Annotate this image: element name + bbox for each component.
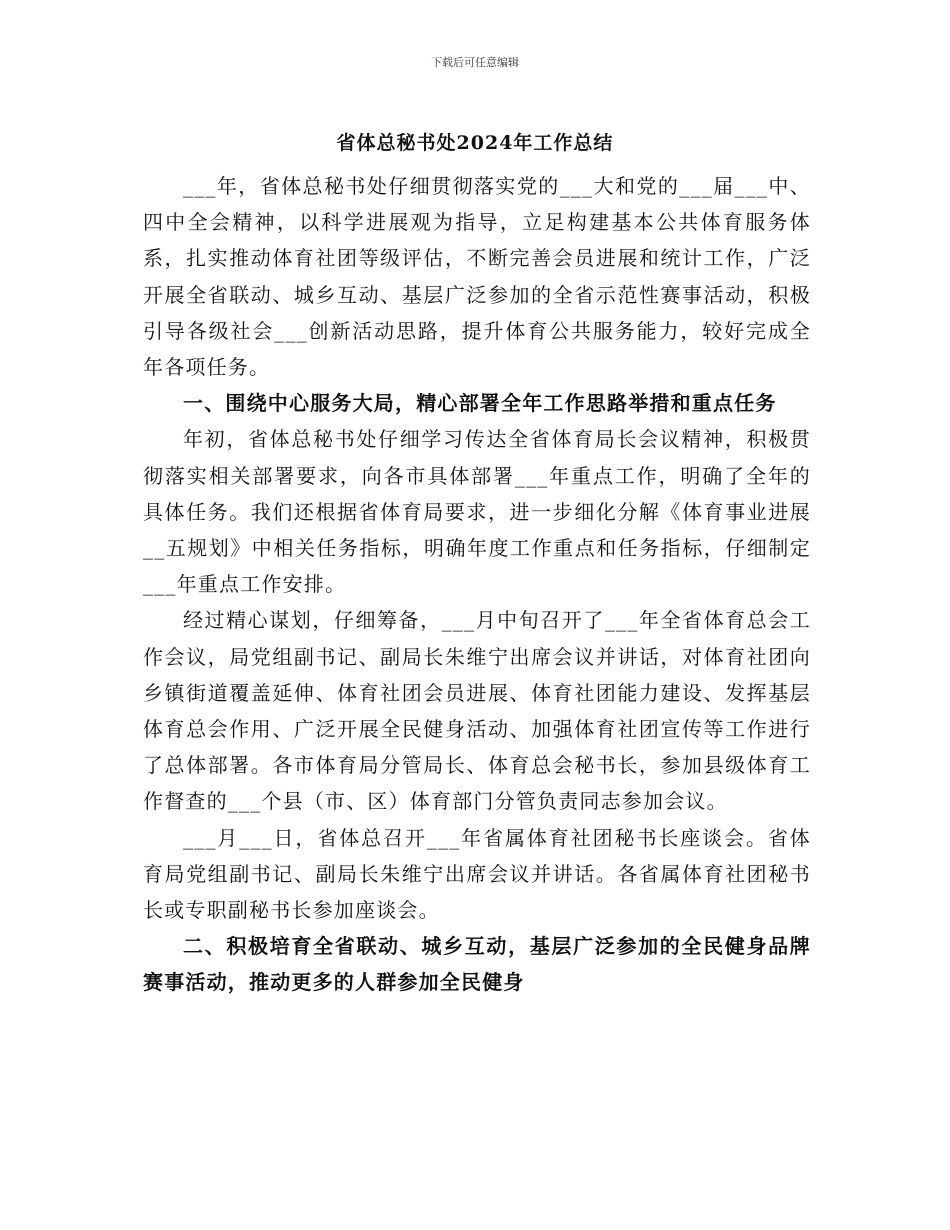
- section-heading-1: 一、围绕中心服务大局，精心部署全年工作思路举措和重点任务: [183, 391, 777, 416]
- paragraph-section1-a: 年初，省体总秘书处仔细学习传达全省体育局长会议精神，积极贯彻落实相关部署要求，向各市具体部署___年重点工作，明确了全年的具体任务。我们还根据省体育局要求，进一步细化分解《体育事业进展__五规划》中相关任务指标，明确年度工作重点和任务指标，仔细制定___年重点工作安排。: [143, 427, 811, 597]
- paragraph-section1-b: 经过精心谋划，仔细筹备，___月中旬召开了___年全省体育总会工作会议，局党组副书记、副局长朱维宁出席会议并讲话，对体育社团向乡镇街道覆盖延伸、体育社团会员进展、体育社团能力建设、发挥基层体育总会作用、广泛开展全民健身活动、加强体育社团宣传等工作进行了总体部署。各市体育局分管局长、体育总会秘书长，参加县级体育工作督查的___个县（市、区）体育部门分管负责同志参加会议。: [143, 608, 811, 814]
- header-note: 下载后可任意编辑: [431, 56, 519, 69]
- paragraph-intro: ___年，省体总秘书处仔细贯彻落实党的___大和党的___届___中、四中全会精神，以科学进展观为指导，立足构建基本公共体育服务体系，扎实推动体育社团等级评估，不断完善会员进展和统计工作，广泛开展全省联动、城乡互动、基层广泛参加的全省示范性赛事活动，积极引导各级社会___创新活动思路，提升体育公共服务能力，较好完成全年各项任务。: [143, 174, 811, 380]
- paragraph-section1-c: ___月___日，省体总召开___年省属体育社团秘书长座谈会。省体育局党组副书记、副局长朱维宁出席会议并讲话。各省属体育社团秘书长或专职副秘书长参加座谈会。: [143, 825, 811, 923]
- section-heading-2: 二、积极培育全省联动、城乡互动，基层广泛参加的全民健身品牌赛事活动，推动更多的人群参加全民健身: [143, 934, 811, 995]
- document-title: 省体总秘书处2024年工作总结: [336, 132, 614, 154]
- document-body: [143, 168, 811, 1001]
